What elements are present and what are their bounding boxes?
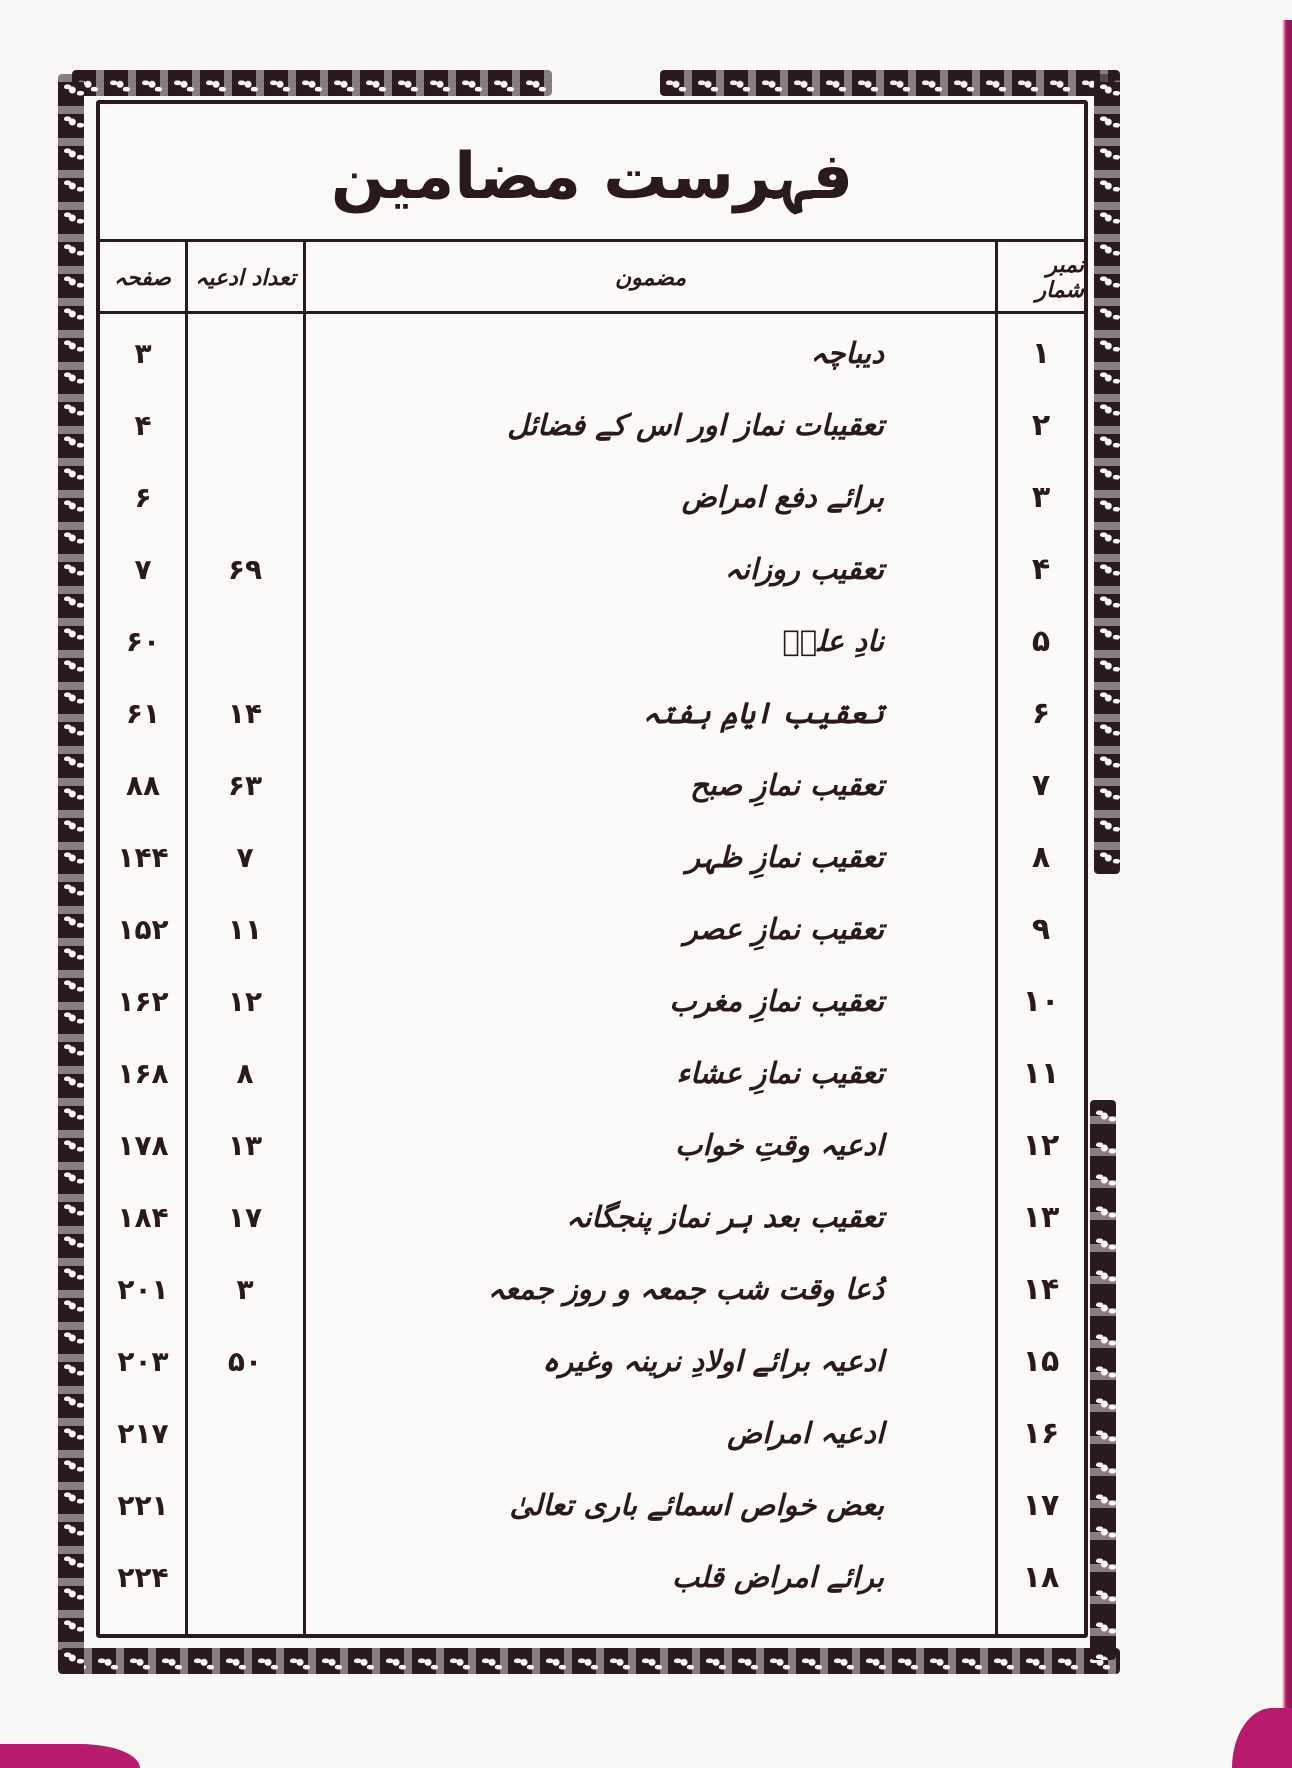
row-count [186, 1397, 304, 1469]
row-subject: دُعا وقت شب جمعہ و روز جمعہ [487, 1272, 884, 1306]
ornament-border-top-left [72, 70, 552, 96]
row-page: ۲۲۱ [117, 1488, 169, 1522]
table-row [100, 605, 1084, 677]
row-count: ۶۹ [227, 552, 263, 586]
row-subject: ادعیہ برائے اولادِ نرینہ وغیرہ [542, 1344, 884, 1378]
row-subject: تعقیب نمازِ صبح [690, 768, 884, 802]
table-row [100, 677, 1084, 749]
row-count [186, 389, 304, 461]
table-row [100, 1469, 1084, 1541]
row-count: ۸ [236, 1056, 254, 1090]
row-serial: ۸ [1031, 839, 1051, 875]
row-page: ۲۰۳ [117, 1344, 169, 1378]
ornament-border-left [58, 74, 84, 1674]
row-page: ۱۵۲ [117, 912, 169, 946]
row-count: ۵۰ [227, 1344, 263, 1378]
row-page: ۱۴۴ [117, 840, 169, 874]
ornament-border-right-upper [1094, 74, 1120, 874]
row-count [186, 317, 304, 389]
row-serial: ۱۲ [1022, 1127, 1060, 1163]
row-serial: ۱۷ [1022, 1487, 1060, 1523]
row-page: ۸۸ [125, 768, 161, 802]
row-serial: ۱۳ [1022, 1199, 1060, 1235]
row-serial: ۴ [1031, 551, 1051, 587]
row-serial: ۷ [1031, 767, 1051, 803]
ornament-border-right-lower [1090, 1100, 1116, 1660]
row-serial: ۲ [1031, 407, 1051, 443]
row-page: ۱۸۴ [117, 1200, 169, 1234]
row-subject: دیباچہ [810, 336, 884, 370]
table-row [100, 1037, 1084, 1109]
ornament-border-top-right [660, 70, 1120, 96]
row-subject: بعض خواص اسمائے باری تعالیٰ [509, 1488, 884, 1522]
row-serial: ۱ [1031, 335, 1051, 371]
row-count: ۱۴ [227, 696, 263, 730]
row-page: ۶ [134, 480, 152, 514]
table-row [100, 533, 1084, 605]
row-count [186, 1541, 304, 1613]
row-serial: ۱۸ [1022, 1559, 1060, 1595]
row-page: ۲۲۴ [117, 1560, 169, 1594]
row-page: ۱۷۸ [117, 1128, 169, 1162]
row-count [186, 461, 304, 533]
header-page: صفحہ [114, 265, 171, 291]
page-title: فہرست مضامین [330, 140, 854, 214]
row-page: ۱۶۸ [117, 1056, 169, 1090]
row-page: ۷ [134, 552, 152, 586]
row-subject: نادِ علیؑ [782, 624, 884, 658]
row-count: ۱۱ [227, 912, 263, 946]
row-serial: ۳ [1031, 479, 1051, 515]
row-serial: ۱۶ [1022, 1415, 1060, 1451]
title-band [100, 104, 1084, 242]
table-row [100, 749, 1084, 821]
row-subject: برائے دفع امراض [681, 480, 884, 514]
row-serial: ۱۱ [1022, 1055, 1060, 1091]
row-page: ۶۱ [125, 696, 161, 730]
row-page: ۱۶۲ [117, 984, 169, 1018]
toc-frame [96, 100, 1088, 1638]
table-row [100, 893, 1084, 965]
row-page: ۶۰ [125, 624, 161, 658]
row-serial: ۱۵ [1022, 1343, 1060, 1379]
row-page: ۲۰۱ [117, 1272, 169, 1306]
row-page: ۴ [134, 408, 152, 442]
table-row [100, 1325, 1084, 1397]
header-serial: نمبر شمار [1035, 253, 1084, 303]
header-subject: مضمون [614, 265, 687, 291]
row-subject: تعقیب نمازِ عصر [683, 912, 884, 946]
table-row [100, 1253, 1084, 1325]
table-header [100, 242, 1084, 314]
row-subject: برائے امراض قلب [671, 1560, 884, 1594]
row-serial: ۱۰ [1022, 983, 1060, 1019]
row-count [186, 605, 304, 677]
row-count: ۱۷ [227, 1200, 263, 1234]
row-subject: تعقیب نمازِ عشاء [676, 1056, 884, 1090]
row-subject: ادعیہ امراض [727, 1416, 884, 1450]
table-row [100, 1541, 1084, 1613]
table-row [100, 1397, 1084, 1469]
row-page: ۳ [134, 336, 152, 370]
table-body [100, 317, 1084, 1634]
row-subject: تعقیب بعد ہر نماز پنجگانہ [566, 1200, 884, 1234]
row-serial: ۱۴ [1022, 1271, 1060, 1307]
row-count: ۶۳ [227, 768, 263, 802]
row-count: ۱۳ [227, 1128, 263, 1162]
row-serial: ۵ [1031, 623, 1051, 659]
row-count [186, 1469, 304, 1541]
header-count: تعداد ادعیہ [195, 265, 296, 291]
table-row [100, 317, 1084, 389]
table-row [100, 821, 1084, 893]
toc-table [100, 242, 1084, 1634]
row-subject: تعقیب نمازِ ظہر [686, 840, 884, 874]
row-count: ۳ [236, 1272, 254, 1306]
book-edge-right [1282, 20, 1292, 1760]
row-subject: تعقیب روزانہ [724, 552, 884, 586]
row-page: ۲۱۷ [117, 1416, 169, 1450]
row-subject: تعقیب نمازِ مغرب [669, 984, 884, 1018]
table-row [100, 461, 1084, 533]
ornament-border-bottom [60, 1648, 1120, 1674]
row-subject: تعقیبات نماز اور اس کے فضائل [507, 408, 884, 442]
table-row [100, 1109, 1084, 1181]
row-serial: ۶ [1031, 695, 1051, 731]
row-count: ۱۲ [227, 984, 263, 1018]
table-row [100, 389, 1084, 461]
row-subject: تعقیب ایامِ ہفتہ [642, 696, 884, 730]
table-row [100, 1181, 1084, 1253]
row-serial: ۹ [1031, 911, 1051, 947]
table-row [100, 965, 1084, 1037]
row-subject: ادعیہ وقتِ خواب [675, 1128, 884, 1162]
row-count: ۷ [236, 840, 254, 874]
